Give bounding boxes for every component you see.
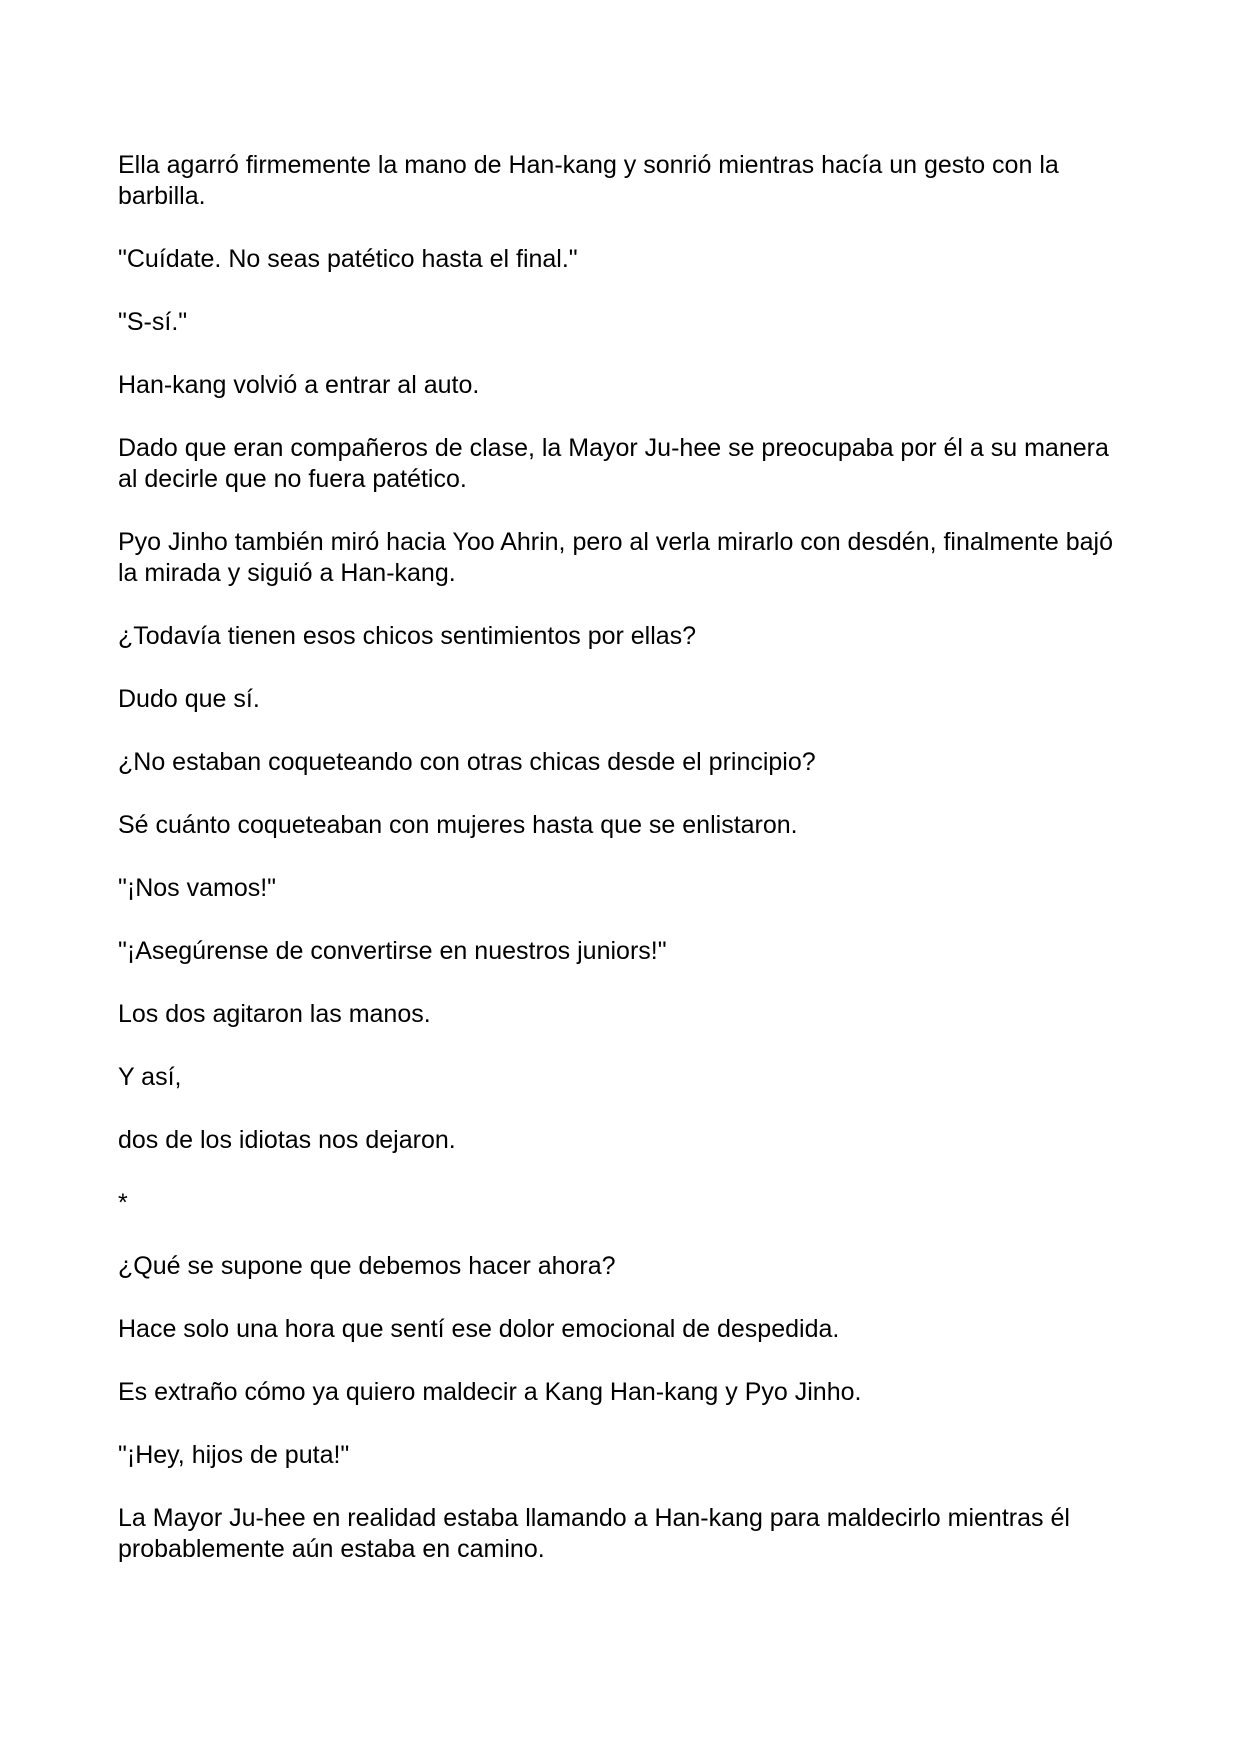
- paragraph: La Mayor Ju-hee en realidad estaba llamando a Han-kang para maldecirlo mientras él probablemente aún estaba en camino.: [118, 1504, 1070, 1563]
- paragraph: "S-sí.": [118, 308, 188, 336]
- paragraph: "¡Asegúrense de convertirse en nuestros juniors!": [118, 937, 667, 965]
- paragraph: Es extraño cómo ya quiero maldecir a Kang Han-kang y Pyo Jinho.: [118, 1378, 862, 1406]
- paragraph: Pyo Jinho también miró hacia Yoo Ahrin, pero al verla mirarlo con desdén, finalmente bajó la mirada y siguió a Han-kang.: [118, 528, 1114, 587]
- paragraph: dos de los idiotas nos dejaron.: [118, 1126, 456, 1154]
- paragraph: Dudo que sí.: [118, 685, 260, 713]
- paragraph: ¿Qué se supone que debemos hacer ahora?: [118, 1252, 616, 1280]
- paragraph: Y así,: [118, 1063, 182, 1091]
- paragraph: Dado que eran compañeros de clase, la Mayor Ju-hee se preocupaba por él a su manera al decirle que no fuera patético.: [118, 434, 1109, 493]
- scene-break: *: [118, 1189, 128, 1217]
- paragraph: Sé cuánto coqueteaban con mujeres hasta que se enlistaron.: [118, 811, 798, 839]
- paragraph: Los dos agitaron las manos.: [118, 1000, 431, 1028]
- paragraph: "Cuídate. No seas patético hasta el final.": [118, 245, 578, 273]
- paragraph: Hace solo una hora que sentí ese dolor emocional de despedida.: [118, 1315, 840, 1343]
- paragraph: ¿No estaban coqueteando con otras chicas desde el principio?: [118, 748, 816, 776]
- paragraph: Ella agarró firmemente la mano de Han-kang y sonrió mientras hacía un gesto con la barbilla.: [118, 151, 1059, 210]
- paragraph: Han-kang volvió a entrar al auto.: [118, 371, 480, 399]
- document-body: [118, 150, 1128, 1597]
- paragraph: "¡Hey, hijos de puta!": [118, 1441, 350, 1469]
- paragraph: "¡Nos vamos!": [118, 874, 277, 902]
- paragraph: ¿Todavía tienen esos chicos sentimientos por ellas?: [118, 622, 697, 650]
